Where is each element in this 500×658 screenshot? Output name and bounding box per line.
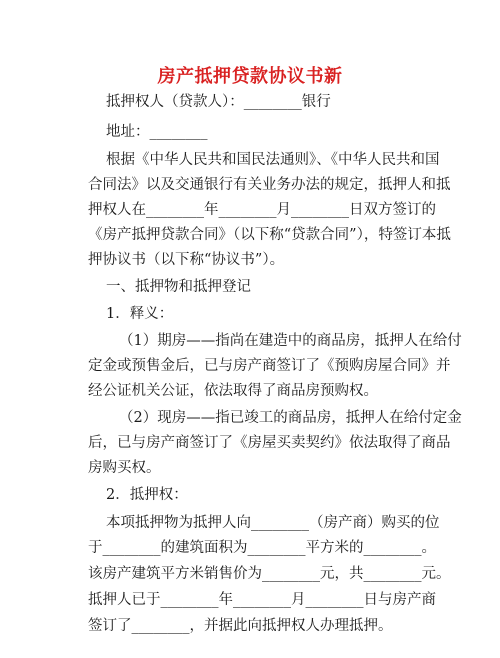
- paragraph-line: 后，已与房产商签订了《房屋买卖契约》依法取得了商品: [88, 435, 451, 451]
- subsection-heading: 2．抵押权：: [106, 487, 188, 503]
- address-line: 地址：________: [106, 124, 208, 140]
- mortgagee-line: 抵押权人（贷款人）：________银行: [106, 94, 331, 110]
- paragraph-line: 合同法》以及交通银行有关业务办法的规定，抵押人和抵: [88, 177, 451, 193]
- paragraph-line: 经公证机关公证，依法取得了商品房预购权。: [88, 383, 378, 399]
- paragraph-line: 《房产抵押贷款合同》（以下称“贷款合同”），特签订本抵: [88, 227, 451, 243]
- paragraph-line: （1）期房——指尚在建造中的商品房，抵押人在给付: [119, 333, 462, 349]
- subsection-heading: 1．释义：: [106, 306, 174, 322]
- paragraph-line: 于________的建筑面积为________平方米的________。: [88, 540, 436, 556]
- section-heading: 一、抵押物和抵押登记: [106, 279, 251, 295]
- paragraph-line: 根据《中华人民共和国民法通则》、《中华人民共和国: [106, 152, 440, 168]
- paragraph-line: 抵押人已于________年________月________日与房产商: [88, 592, 436, 608]
- paragraph-line: 房购买权。: [88, 460, 161, 476]
- paragraph-line: 押协议书（以下称“协议书”）。: [88, 252, 285, 268]
- paragraph-line: （2）现房——指已竣工的商品房，抵押人在给付定金: [119, 410, 462, 426]
- paragraph-line: 该房产建筑平方米销售价为________元，共________元。: [88, 566, 451, 582]
- paragraph-line: 本项抵押物为抵押人向________（房产商）购买的位: [106, 515, 440, 531]
- paragraph-line: 定金或预售金后，已与房产商签订了《预购房屋合同》并: [88, 358, 451, 374]
- document-title: 房产抵押贷款协议书新: [157, 66, 343, 87]
- paragraph-line: 签订了________，并据此向抵押权人办理抵押。: [88, 618, 393, 634]
- paragraph-line: 押权人在________年________月________日双方签订的: [88, 202, 436, 218]
